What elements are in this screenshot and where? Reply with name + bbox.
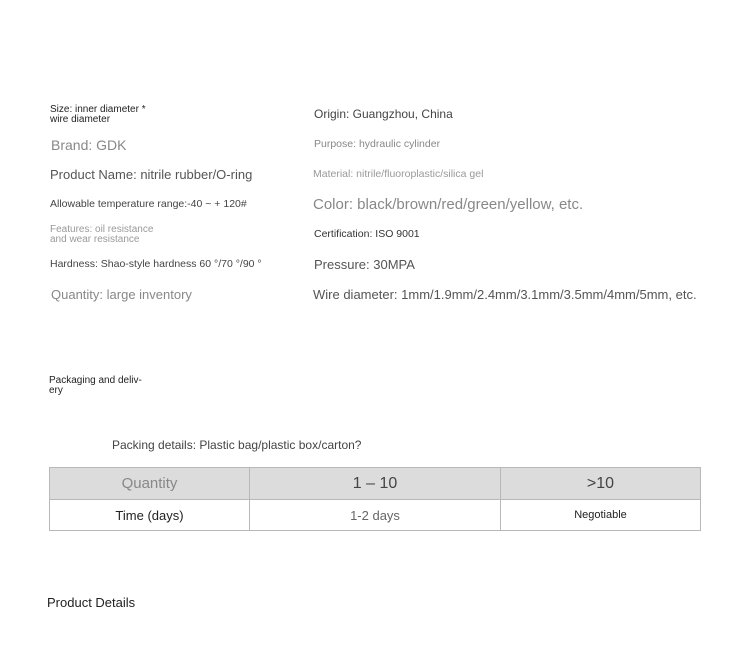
packaging-title	[49, 376, 142, 396]
size-label-line1: Size: inner diameter *	[50, 104, 146, 115]
origin-label: Origin: Guangzhou, China	[314, 107, 453, 121]
features-label	[50, 225, 153, 245]
size-label-line2: wire diameter	[50, 114, 111, 125]
size-label	[50, 105, 146, 125]
header-range-1-10: 1 – 10	[250, 468, 501, 500]
quantity-label: Quantity: large inventory	[51, 287, 192, 302]
packaging-title-line2: ery	[49, 385, 63, 396]
hardness-label: Hardness: Shao-style hardness 60 °/70 °/90 °	[50, 258, 262, 270]
features-label-line2: and wear resistance	[50, 234, 140, 245]
product-details-title: Product Details	[47, 595, 136, 610]
product-name-label: Product Name: nitrile rubber/O-ring	[50, 167, 253, 182]
packing-details-text: Packing details: Plastic bag/plastic box/carton?	[112, 438, 362, 452]
wire-diameter-label: Wire diameter: 1mm/1.9mm/2.4mm/3.1mm/3.5mm/4mm/5mm, etc.	[313, 287, 697, 302]
material-label: Material: nitrile/fluoroplastic/silica gel	[313, 168, 484, 180]
packaging-title-line1: Packaging and deliv-	[49, 375, 142, 386]
cell-time-days: Time (days)	[50, 500, 250, 531]
packaging-table	[49, 467, 701, 531]
cell-1-2-days: 1-2 days	[250, 500, 501, 531]
cell-negotiable: Negotiable	[501, 500, 701, 531]
brand-label: Brand: GDK	[51, 137, 127, 153]
pressure-label: Pressure: 30MPA	[314, 257, 415, 272]
packaging-table-header-row	[50, 468, 701, 500]
color-label: Color: black/brown/red/green/yellow, etc.	[313, 196, 584, 213]
purpose-label: Purpose: hydraulic cylinder	[314, 138, 441, 150]
header-quantity: Quantity	[50, 468, 250, 500]
header-over-10: >10	[501, 468, 701, 500]
certification-label: Certification: ISO 9001	[314, 228, 420, 240]
features-label-line1: Features: oil resistance	[50, 224, 154, 235]
temperature-label: Allowable temperature range:-40 ~ + 120#	[50, 198, 247, 210]
packaging-table-row	[50, 500, 701, 531]
